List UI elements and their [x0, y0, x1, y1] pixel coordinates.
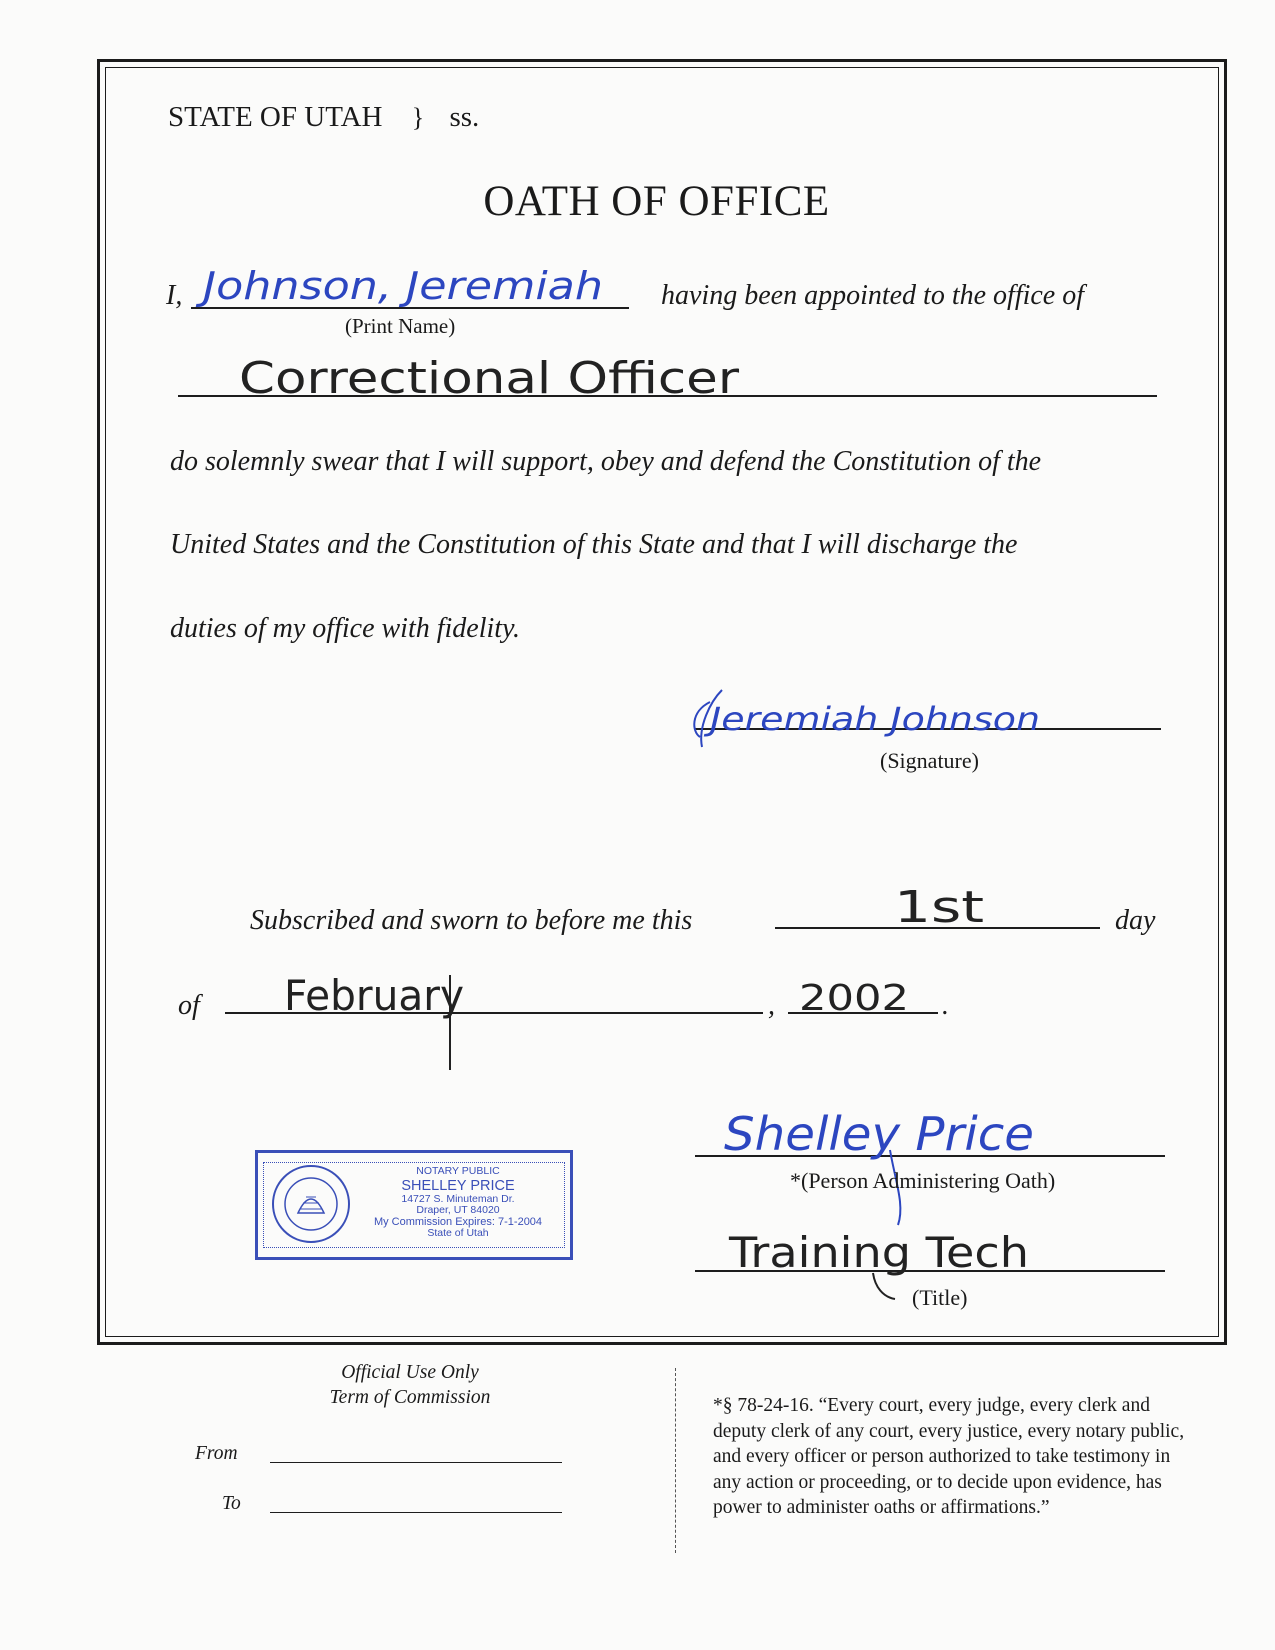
- official-use-heading: [260, 1360, 560, 1410]
- statute-text: [713, 1393, 1184, 1521]
- state-seal-icon: [270, 1163, 352, 1245]
- official-use-label: Official Use Only: [341, 1362, 479, 1383]
- administrator-signature-value: Shelley Price: [724, 1107, 1034, 1161]
- stamp-line-3: 14727 S. Minuteman Dr.: [401, 1192, 515, 1205]
- print-name-value: Johnson, Jeremiah: [195, 264, 603, 308]
- divider-dashed: [675, 1368, 676, 1553]
- stamp-line-6: State of Utah: [427, 1227, 489, 1239]
- statute-line-3: and every officer or person authorized to take testimony in: [713, 1446, 1171, 1467]
- title-caption: (Title): [912, 1285, 968, 1310]
- office-value: Correctional Officer: [239, 353, 741, 404]
- term-of-commission-label: Term of Commission: [329, 1387, 491, 1408]
- handwritten-administrator-signature: [720, 1080, 1050, 1230]
- stamp-line-4: Draper, UT 84020: [416, 1204, 500, 1216]
- state-label: STATE OF UTAH: [168, 101, 383, 133]
- administering-caption: *(Person Administering Oath): [790, 1168, 1056, 1193]
- handwritten-month: [280, 965, 490, 1080]
- day-word: day: [1115, 905, 1156, 936]
- year-value: 2002: [799, 978, 909, 1019]
- from-line: [270, 1462, 562, 1463]
- stamp-line-1: NOTARY PUBLIC: [416, 1165, 500, 1177]
- oath-body-line-1: do solemnly swear that I will support, obey and defend the Constitution of the: [170, 446, 1042, 477]
- print-name-caption: (Print Name): [345, 314, 456, 338]
- signature-value: Jeremiah Johnson: [702, 700, 1040, 738]
- state-heading: [168, 101, 479, 134]
- notary-stamp: [255, 1150, 573, 1260]
- oath-body-line-2: United States and the Constitution of this State and that I will discharge the: [170, 529, 1018, 560]
- document-title: OATH OF OFFICE: [483, 178, 830, 225]
- day-value: 1st: [894, 882, 984, 933]
- handwritten-title: [725, 1225, 1045, 1305]
- to-line: [270, 1512, 562, 1513]
- ss-label: ss.: [449, 101, 480, 133]
- handwritten-day: [890, 866, 1000, 936]
- appointed-text: having been appointed to the office of: [661, 280, 1085, 311]
- handwritten-year: [795, 972, 925, 1022]
- stamp-line-2: SHELLEY PRICE: [401, 1177, 515, 1194]
- subscribed-text: Subscribed and sworn to before me this: [250, 905, 693, 936]
- oath-prefix: I,: [166, 280, 183, 311]
- to-label: To: [222, 1493, 241, 1514]
- oath-body-line-3: duties of my office with fidelity.: [170, 613, 520, 644]
- of-word: of: [178, 990, 200, 1021]
- handwritten-office: [235, 345, 755, 405]
- stamp-line-5: My Commission Expires: 7-1-2004: [373, 1215, 543, 1228]
- statute-line-5: power to administer oaths or affirmations.”: [713, 1497, 1050, 1518]
- handwritten-signature: [680, 672, 1060, 762]
- comma: ,: [768, 990, 775, 1021]
- statute-line-4: any action or proceeding, or to decide upon evidence, has: [713, 1471, 1162, 1493]
- statute-line-1: *§ 78-24-16. “Every court, every judge, every clerk and: [713, 1395, 1150, 1416]
- signature-caption: (Signature): [880, 748, 979, 773]
- period: .: [942, 990, 949, 1021]
- from-label: From: [195, 1443, 238, 1464]
- brace: }: [411, 103, 425, 132]
- statute-line-2: deputy clerk of any court, every justice, every notary public,: [713, 1420, 1185, 1442]
- month-value: February: [284, 971, 464, 1020]
- title-value: Training Tech: [727, 1228, 1029, 1277]
- handwritten-name: [195, 255, 625, 315]
- stamp-text: [358, 1166, 558, 1240]
